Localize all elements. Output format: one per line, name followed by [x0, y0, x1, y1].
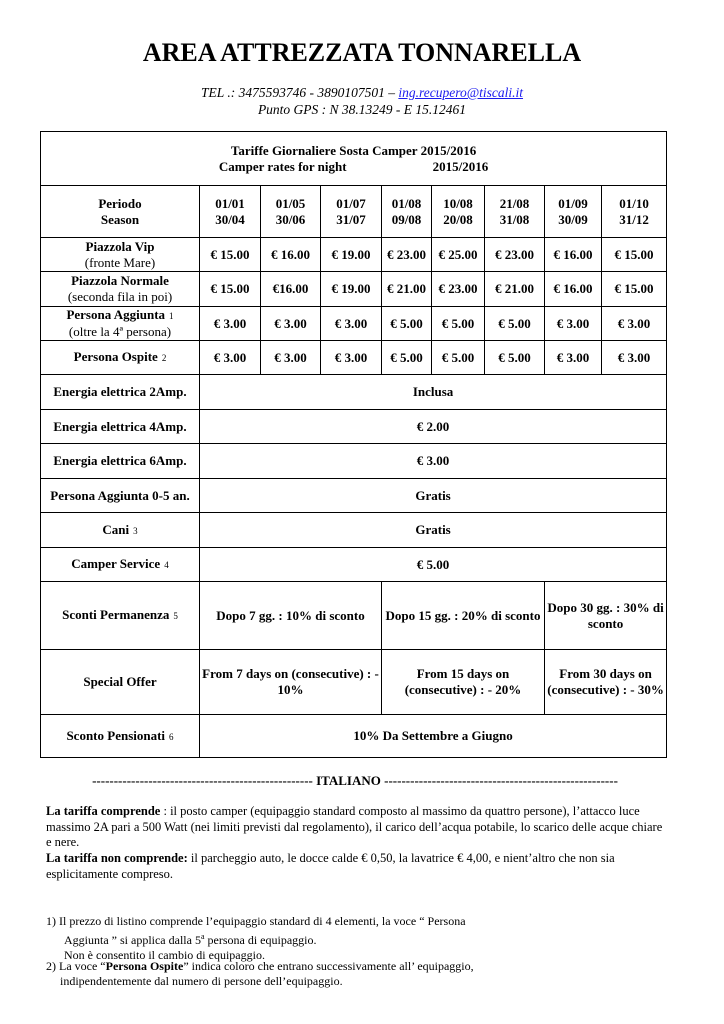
row-title: Energia elettrica 4Amp. — [53, 418, 187, 434]
flat-rate-label — [41, 479, 200, 513]
footnote-ref: 2 — [161, 353, 167, 363]
sconti-value: Dopo 30 gg. : 30% di sconto — [545, 582, 667, 650]
gps-coordinates: Punto GPS : N 38.13249 - E 15.12461 — [257, 102, 467, 117]
price-cell: € 15.00 — [602, 272, 667, 307]
price-cell: € 3.00 — [321, 307, 382, 341]
period-to: 09/08 — [391, 211, 422, 227]
price-row — [41, 238, 667, 272]
sconti-value: Dopo 7 gg. : 10% di sconto — [200, 582, 382, 650]
phone-numbers: TEL .: 3475593746 - 3890107501 – — [200, 85, 399, 100]
flat-rate-label — [41, 410, 200, 444]
tariffa-comprende-text: : il posto camper (equipaggio standard composto al massimo da quattro persone), l’attacco luce massimo 2A pari a 500 Watt (nei limiti previsti dal regolamento), il carico dell’acqua potabile, lo scarico delle acque chiare e nere. — [46, 804, 663, 849]
price-cell: € 3.00 — [545, 307, 602, 341]
period-to: 31/07 — [336, 211, 366, 227]
footnote-1-text: Aggiunta ” si applica dalla 5 — [64, 933, 201, 947]
period-column-header — [382, 186, 432, 238]
footnote-2-bold: Persona Ospite — [105, 959, 184, 973]
price-cell: € 16.00 — [545, 272, 602, 307]
period-header — [41, 186, 200, 238]
row-title: Persona Aggiunta — [66, 307, 166, 322]
price-cell: € 21.00 — [382, 272, 432, 307]
special-offer-value: From 30 days on (consecutive) : - 30% — [545, 650, 667, 715]
price-cell: € 16.00 — [545, 238, 602, 272]
price-cell: € 5.00 — [432, 307, 485, 341]
flat-rate-row — [41, 513, 667, 548]
flat-rate-value: Gratis — [200, 513, 667, 548]
price-row-label — [41, 238, 200, 272]
price-cell: € 21.00 — [485, 272, 545, 307]
flat-rate-row — [41, 410, 667, 444]
footnote-2-prefix: 2) La voce “ — [46, 959, 106, 973]
period-column-header — [321, 186, 382, 238]
sconti-label — [41, 582, 200, 650]
price-cell: € 25.00 — [432, 238, 485, 272]
price-cell: € 23.00 — [432, 272, 485, 307]
special-offer-value: From 15 days on (consecutive) : - 20% — [382, 650, 545, 715]
heading-line-2-year: 2015/2016 — [432, 158, 489, 174]
price-cell: € 15.00 — [602, 238, 667, 272]
tariffa-comprende-label: La tariffa comprende — [46, 804, 161, 818]
period-from: 01/01 — [215, 195, 245, 211]
flat-rate-value: Gratis — [200, 479, 667, 513]
price-cell: € 5.00 — [485, 307, 545, 341]
price-cell: € 19.00 — [321, 272, 382, 307]
heading-line-1: Tariffe Giornaliere Sosta Camper 2015/2016 — [230, 142, 477, 158]
flat-rate-value: € 3.00 — [200, 444, 667, 479]
table-heading — [41, 132, 667, 186]
row-subtitle: (oltre la 4ª persona) — [68, 324, 172, 339]
price-cell: € 3.00 — [321, 341, 382, 375]
price-cell: € 23.00 — [382, 238, 432, 272]
period-to: 30/06 — [275, 211, 306, 227]
price-row — [41, 341, 667, 375]
row-title: Piazzola Vip — [85, 238, 155, 254]
price-cell: € 3.00 — [602, 307, 667, 341]
flat-rate-row — [41, 444, 667, 479]
footnote-1-line-3: Non è consentito il cambio di equipaggio. — [64, 948, 265, 962]
price-row — [41, 307, 667, 341]
footnote-1 — [46, 914, 666, 963]
flat-rate-value: € 5.00 — [200, 548, 667, 582]
price-cell: € 3.00 — [261, 341, 321, 375]
period-to: 30/09 — [558, 211, 588, 227]
price-row — [41, 272, 667, 307]
period-column-header — [200, 186, 261, 238]
row-title: Energia elettrica 6Amp. — [53, 453, 187, 468]
price-cell: € 5.00 — [382, 341, 432, 375]
footnote-2-line-1 — [46, 959, 666, 974]
footnote-1-line-1: 1) Il prezzo di listino comprende l’equipaggio standard di 4 elementi, la voce “ Persona — [46, 914, 466, 928]
period-from: 01/07 — [336, 195, 366, 211]
price-cell: € 15.00 — [200, 272, 261, 307]
row-subtitle: (seconda fila in poi) — [67, 289, 173, 304]
footnote-ref: 4 — [164, 560, 169, 570]
price-row-label — [41, 341, 200, 375]
sconti-label-text: Sconti Permanenza — [62, 607, 170, 622]
price-cell: € 3.00 — [200, 307, 261, 341]
italiano-divider: --------------------------------------------------- ITALIANO ------------------------------------------------------ — [92, 773, 618, 788]
tariffa-non-comprende — [46, 851, 666, 882]
price-row-label — [41, 272, 200, 307]
pensionati-label — [41, 715, 200, 758]
heading-line-2 — [43, 159, 664, 175]
footnote-ref: 1 — [169, 311, 174, 321]
footnote-1-text-end: persona di equipaggio. — [204, 933, 317, 947]
period-column-header — [485, 186, 545, 238]
price-cell: € 3.00 — [200, 341, 261, 375]
price-cell: € 16.00 — [261, 238, 321, 272]
flat-rate-label — [41, 444, 200, 479]
flat-rate-value: Inclusa — [200, 375, 667, 410]
pensionati-value: 10% Da Settembre a Giugno — [200, 715, 667, 758]
period-from: 01/08 — [391, 195, 422, 211]
price-cell: € 19.00 — [321, 238, 382, 272]
footnote-1-line-2 — [46, 929, 666, 948]
flat-rate-label — [41, 548, 200, 582]
period-to: 31/12 — [619, 211, 649, 227]
price-cell: € 3.00 — [545, 341, 602, 375]
period-column-header — [432, 186, 485, 238]
row-title: Camper Service — [71, 556, 161, 571]
page-title: AREA ATTREZZATA TONNARELLA — [142, 38, 582, 67]
rates-table — [40, 131, 667, 758]
period-from: 21/08 — [499, 195, 530, 211]
row-title: Piazzola Normale — [71, 273, 169, 288]
period-from: 01/10 — [619, 195, 649, 211]
tariffa-non-comprende-text: il parcheggio auto, le docce calde € 0,50, la lavatrice € 4,00, e nient’altro che non sia esplicitamente compreso. — [46, 851, 615, 881]
price-cell: € 3.00 — [261, 307, 321, 341]
sconti-row — [41, 582, 667, 650]
price-cell: € 15.00 — [200, 238, 261, 272]
email-link[interactable]: ing.recupero@tiscali.it — [398, 85, 524, 100]
period-column-header — [261, 186, 321, 238]
footnote-2 — [46, 959, 666, 989]
row-title: Cani — [102, 521, 130, 537]
tariffa-comprende — [46, 804, 666, 851]
price-cell: € 23.00 — [485, 238, 545, 272]
period-column-header — [602, 186, 667, 238]
row-title: Persona Aggiunta 0-5 an. — [50, 487, 190, 503]
flat-rate-row — [41, 548, 667, 582]
price-row-label — [41, 307, 200, 341]
superscript: a — [200, 932, 205, 941]
flat-rate-row — [41, 479, 667, 513]
price-cell: € 5.00 — [485, 341, 545, 375]
footnote-2-line-2: indipendentemente dal numero di persone dell’equipaggio. — [60, 974, 343, 988]
flat-rate-label — [41, 513, 200, 548]
price-cell: € 5.00 — [432, 341, 485, 375]
season-label: Season — [100, 211, 140, 227]
pensionati-row — [41, 715, 667, 758]
period-from: 10/08 — [443, 195, 473, 211]
sconti-value: Dopo 15 gg. : 20% di sconto — [382, 582, 545, 650]
period-column-header — [545, 186, 602, 238]
row-title: Energia elettrica 2Amp. — [53, 384, 187, 399]
flat-rate-label — [41, 375, 200, 410]
contact-line — [0, 84, 724, 101]
period-to: 30/04 — [215, 211, 245, 227]
row-title: Persona Ospite — [73, 349, 158, 364]
footnote-ref: 3 — [133, 525, 138, 536]
tariffa-non-comprende-label: La tariffa non comprende: — [46, 851, 188, 865]
periodo-label: Periodo — [98, 195, 142, 211]
footnote-ref: 6 — [169, 731, 174, 742]
contact-block — [0, 84, 724, 118]
heading-line-2-text: Camper rates for night — [218, 158, 347, 174]
special-offer-value: From 7 days on (consecutive) : - 10% — [200, 650, 382, 715]
footnote-ref: 5 — [173, 611, 178, 621]
price-cell: € 5.00 — [382, 307, 432, 341]
period-to: 31/08 — [499, 211, 530, 227]
price-cell: €16.00 — [261, 272, 321, 307]
period-from: 01/09 — [558, 195, 588, 211]
price-cell: € 3.00 — [602, 341, 667, 375]
row-subtitle: (fronte Mare) — [84, 254, 156, 270]
special-offer-label: Special Offer — [41, 650, 200, 715]
period-from: 01/05 — [275, 195, 306, 211]
footnote-2-suffix: ” indica coloro che entrano successivamente all’ equipaggio, — [183, 959, 474, 973]
special-offer-row — [41, 650, 667, 715]
flat-rate-value: € 2.00 — [200, 410, 667, 444]
pensionati-label-text: Sconto Pensionati — [66, 727, 166, 743]
flat-rate-row — [41, 375, 667, 410]
period-to: 20/08 — [443, 211, 473, 227]
